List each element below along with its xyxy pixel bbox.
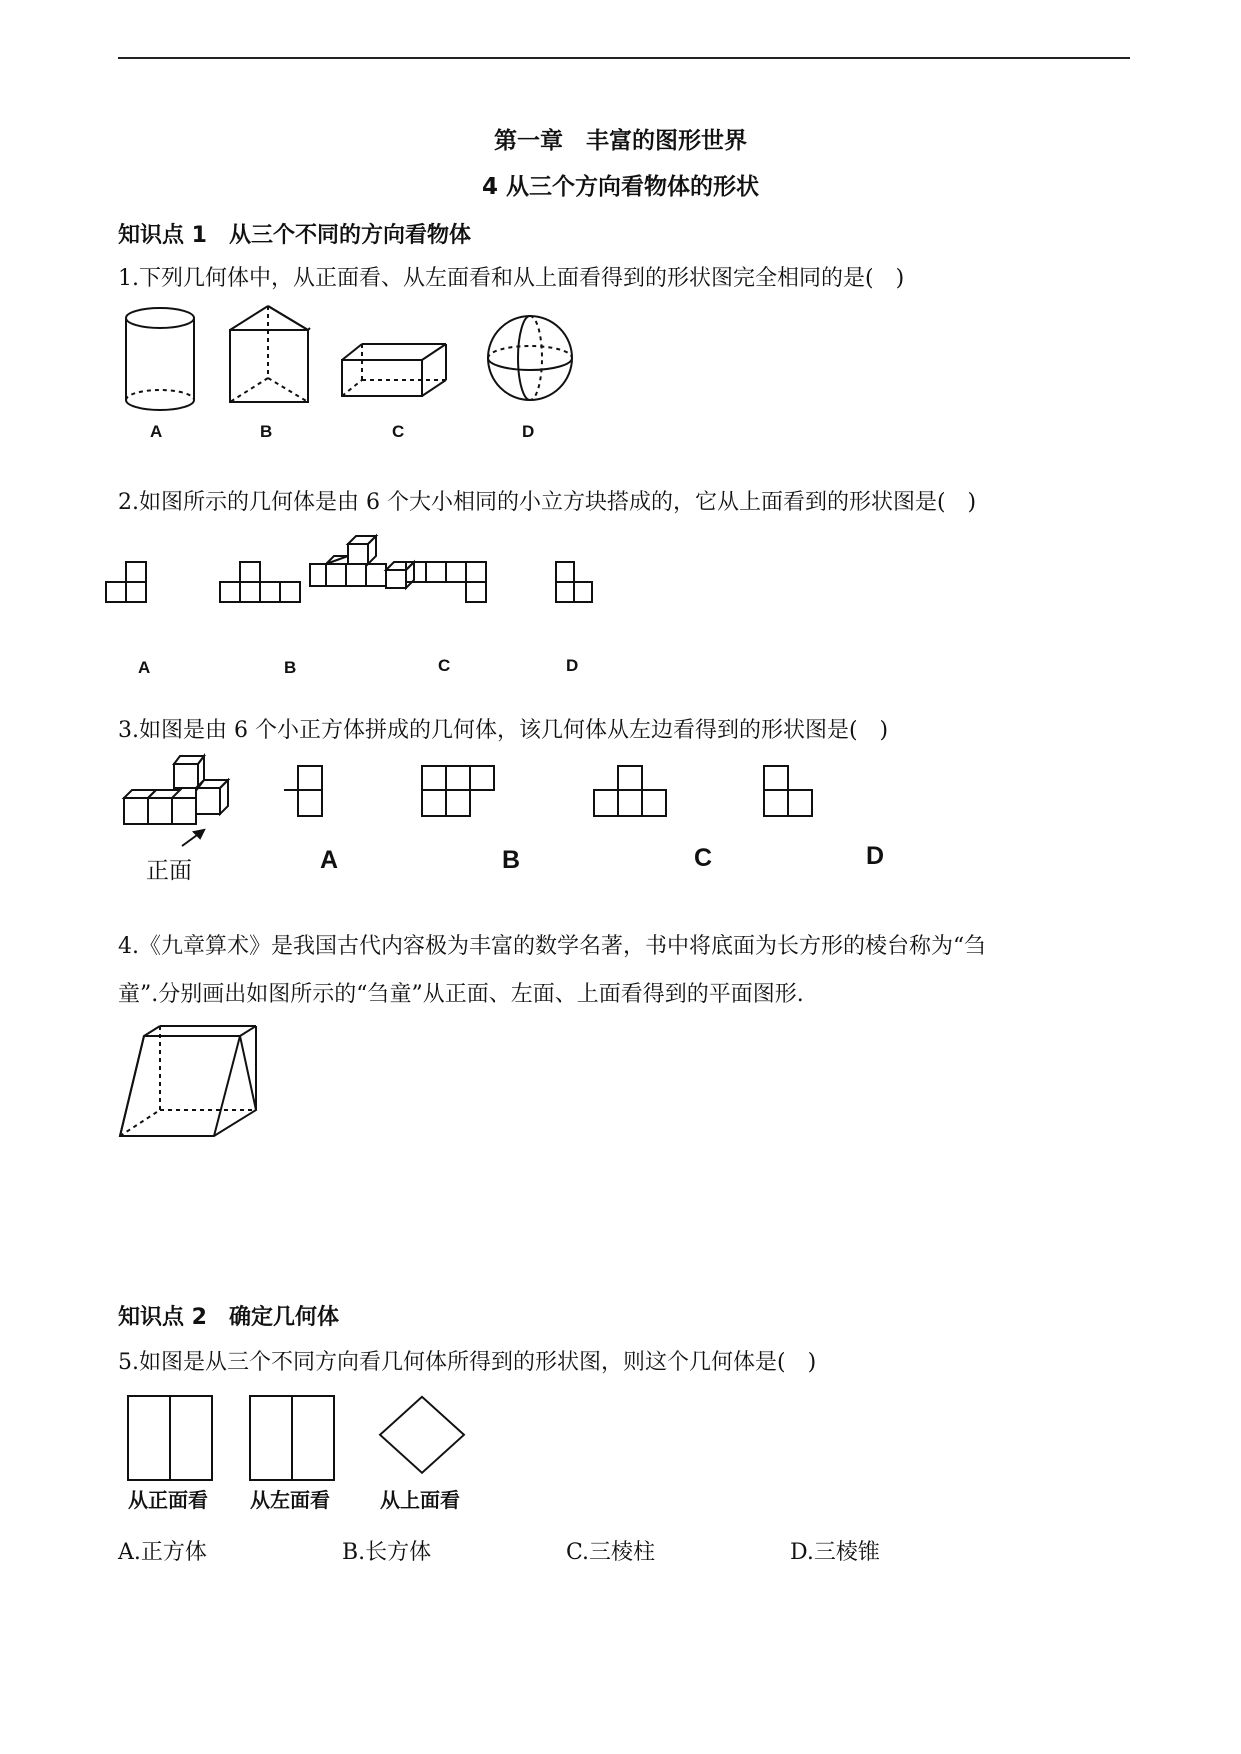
question-1-label-a: A — [150, 422, 163, 441]
question-5-text: 5.如图是从三个不同方向看几何体所得到的形状图，则这个几何体是( ) — [118, 1350, 817, 1375]
q3-option-c-shape — [594, 766, 666, 816]
option-a-shape — [106, 562, 146, 602]
cube-arrangement-figure-2 — [124, 756, 228, 846]
header-rule — [118, 57, 1130, 59]
frustum-figure — [116, 1024, 266, 1144]
question-2-label-a: A — [138, 658, 151, 677]
chapter-title: 第一章 丰富的图形世界 — [494, 128, 747, 154]
q3-option-d-shape — [764, 766, 812, 816]
question-3-label-d: D — [866, 842, 885, 870]
lesson-title: 4 从三个方向看物体的形状 — [481, 174, 759, 200]
question-1-text: 1.下列几何体中，从正面看、从左面看和从上面看得到的形状图完全相同的是( ) — [118, 266, 905, 291]
q3-option-b-shape — [422, 766, 494, 816]
option-b: B.长方体 — [342, 1540, 432, 1565]
front-view-label: 从正面看 — [128, 1488, 208, 1512]
question-4-line-1: 4.《九章算术》是我国古代内容极为丰富的数学名著，书中将底面为长方形的棱台称为“刍 — [118, 934, 987, 959]
cube-arrangement-figure — [310, 536, 414, 588]
option-a: A.正方体 — [118, 1540, 207, 1565]
cuboid-figure — [342, 344, 446, 396]
question-1-label-b: B — [260, 422, 273, 441]
option-d: D.三棱锥 — [790, 1540, 880, 1565]
question-2-label-b: B — [284, 658, 297, 677]
top-view-shape — [380, 1397, 464, 1473]
question-5-views — [120, 1394, 500, 1494]
question-1-figures — [110, 300, 590, 450]
option-c-shape — [406, 562, 486, 602]
left-view-label: 从左面看 — [250, 1488, 330, 1512]
question-2-figures — [100, 530, 620, 670]
question-3-label-c: C — [694, 844, 713, 872]
knowledge-point-2: 知识点 2 确定几何体 — [118, 1305, 339, 1330]
question-3-label-b: B — [502, 846, 521, 874]
question-3-label-a: A — [320, 846, 339, 874]
question-2-label-d: D — [566, 656, 579, 675]
option-c: C.三棱柱 — [566, 1540, 656, 1565]
triangular-prism-figure — [230, 306, 310, 402]
question-2-label-c: C — [438, 656, 451, 675]
question-2-text: 2.如图所示的几何体是由 6 个大小相同的小立方块搭成的，它从上面看到的形状图是( ) — [118, 490, 977, 515]
front-label: 正面 — [146, 858, 192, 884]
front-view-shape — [128, 1396, 212, 1480]
cylinder-figure — [126, 308, 194, 410]
q3-option-a-shape — [284, 766, 322, 816]
left-view-shape — [250, 1396, 334, 1480]
option-d-shape — [556, 562, 592, 602]
question-3-text: 3.如图是由 6 个小正方体拼成的几何体，该几何体从左边看得到的形状图是( ) — [118, 718, 889, 743]
question-1-label-d: D — [522, 422, 535, 441]
top-view-label: 从上面看 — [380, 1488, 460, 1512]
knowledge-point-1: 知识点 1 从三个不同的方向看物体 — [118, 223, 471, 248]
question-4-line-2: 童”.分别画出如图所示的“刍童”从正面、左面、上面看得到的平面图形. — [118, 982, 804, 1007]
sphere-figure — [488, 316, 572, 400]
option-b-shape — [220, 562, 300, 602]
question-1-label-c: C — [392, 422, 405, 441]
